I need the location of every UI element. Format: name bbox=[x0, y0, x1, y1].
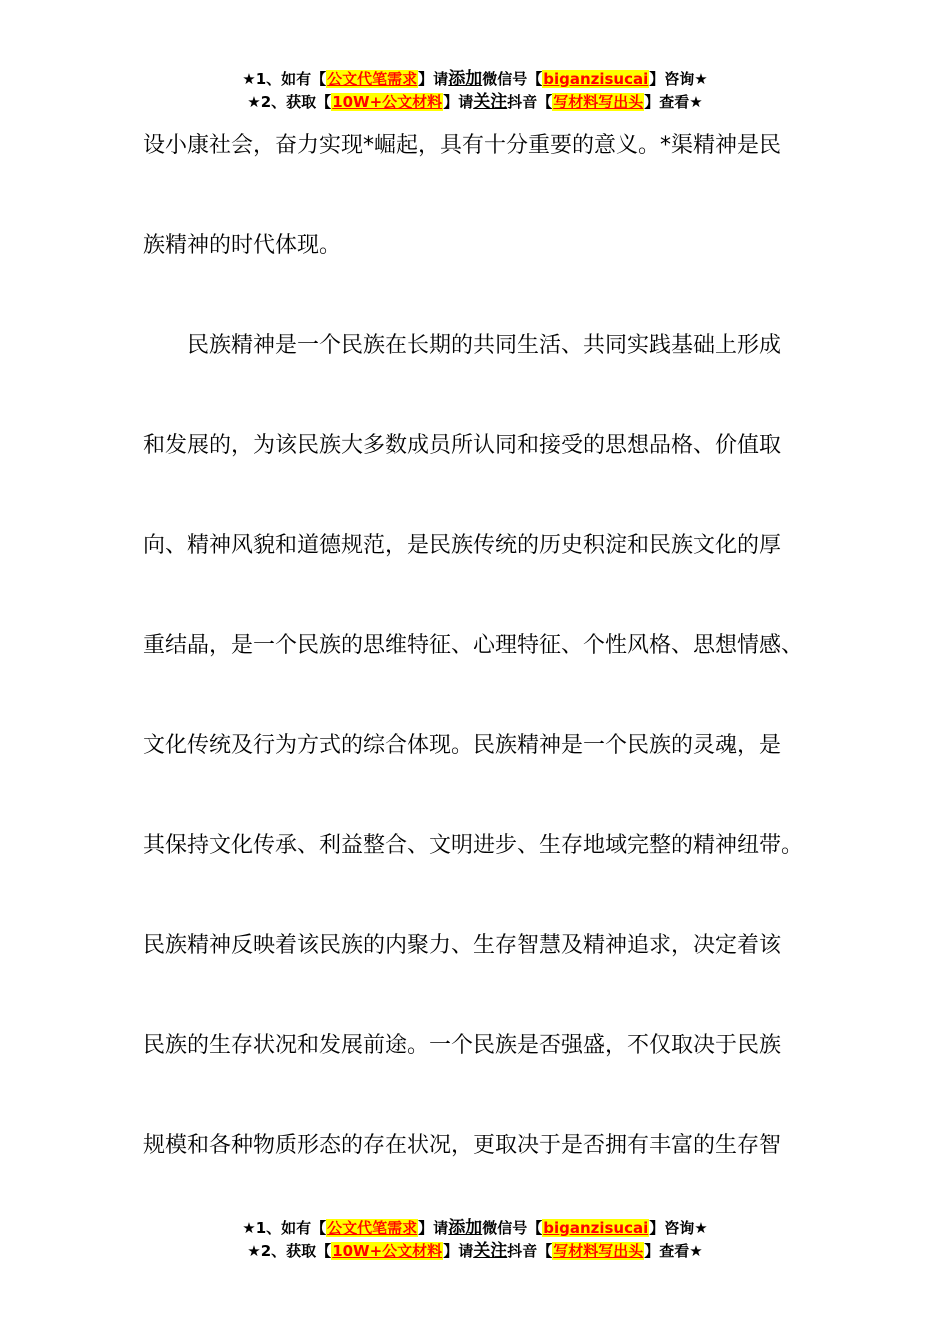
body-line: 重结晶，是一个民族的思维特征、心理特征、个性风格、思想情感、 bbox=[143, 633, 804, 658]
banner-text: 抖音【 bbox=[507, 1242, 553, 1260]
douyin-highlight: 写材料写出头 bbox=[553, 93, 644, 111]
footer-banner bbox=[0, 1217, 950, 1263]
add-underlined: 添加 bbox=[448, 69, 483, 89]
banner-text: ★1、如有【 bbox=[242, 70, 327, 88]
banner-line-1 bbox=[0, 1217, 950, 1240]
banner-text: 】查看★ bbox=[644, 1242, 703, 1260]
banner-text: ★2、获取【 bbox=[247, 93, 332, 111]
ghostwriting-highlight: 公文代笔需求 bbox=[327, 70, 418, 88]
body-line: 文化传统及行为方式的综合体现。民族精神是一个民族的灵魂，是 bbox=[143, 733, 782, 758]
banner-text: ★1、如有【 bbox=[242, 1219, 327, 1237]
follow-underlined: 关注 bbox=[473, 92, 508, 112]
ghostwriting-highlight: 公文代笔需求 bbox=[327, 1219, 418, 1237]
body-line: 设小康社会，奋力实现*崛起，具有十分重要的意义。*渠精神是民 bbox=[143, 133, 782, 158]
wechat-id-highlight: biganzisucai bbox=[543, 70, 649, 88]
body-line: 向、精神风貌和道德规范，是民族传统的历史积淀和民族文化的厚 bbox=[143, 533, 782, 558]
douyin-highlight: 写材料写出头 bbox=[553, 1242, 644, 1260]
body-line: 其保持文化传承、利益整合、文明进步、生存地域完整的精神纽带。 bbox=[143, 833, 804, 858]
banner-text: 】请 bbox=[443, 1242, 474, 1260]
banner-line-1 bbox=[0, 68, 950, 91]
body-line: 和发展的，为该民族大多数成员所认同和接受的思想品格、价值取 bbox=[143, 433, 782, 458]
body-line: 民族精神反映着该民族的内聚力、生存智慧及精神追求，决定着该 bbox=[143, 933, 782, 958]
banner-text: 】咨询★ bbox=[649, 70, 708, 88]
document-body bbox=[143, 124, 813, 1224]
banner-text: 微信号【 bbox=[482, 70, 543, 88]
banner-text: 】请 bbox=[418, 1219, 449, 1237]
banner-line-2 bbox=[0, 1240, 950, 1263]
banner-text: 】咨询★ bbox=[649, 1219, 708, 1237]
body-line: 民族的生存状况和发展前途。一个民族是否强盛，不仅取决于民族 bbox=[143, 1033, 782, 1058]
banner-text: 】查看★ bbox=[644, 93, 703, 111]
banner-text: 微信号【 bbox=[482, 1219, 543, 1237]
banner-line-2 bbox=[0, 91, 950, 114]
body-line: 族精神的时代体现。 bbox=[143, 233, 342, 258]
materials-highlight: 10W+公文材料 bbox=[332, 1242, 443, 1260]
header-banner bbox=[0, 68, 950, 114]
banner-text: 】请 bbox=[443, 93, 474, 111]
banner-text: 】请 bbox=[418, 70, 449, 88]
banner-text: 抖音【 bbox=[507, 93, 553, 111]
follow-underlined: 关注 bbox=[473, 1241, 508, 1261]
body-line: 民族精神是一个民族在长期的共同生活、共同实践基础上形成 bbox=[143, 333, 782, 358]
wechat-id-highlight: biganzisucai bbox=[543, 1219, 649, 1237]
add-underlined: 添加 bbox=[448, 1218, 483, 1238]
body-line: 规模和各种物质形态的存在状况，更取决于是否拥有丰富的生存智 bbox=[143, 1133, 782, 1158]
banner-text: ★2、获取【 bbox=[247, 1242, 332, 1260]
materials-highlight: 10W+公文材料 bbox=[332, 93, 443, 111]
